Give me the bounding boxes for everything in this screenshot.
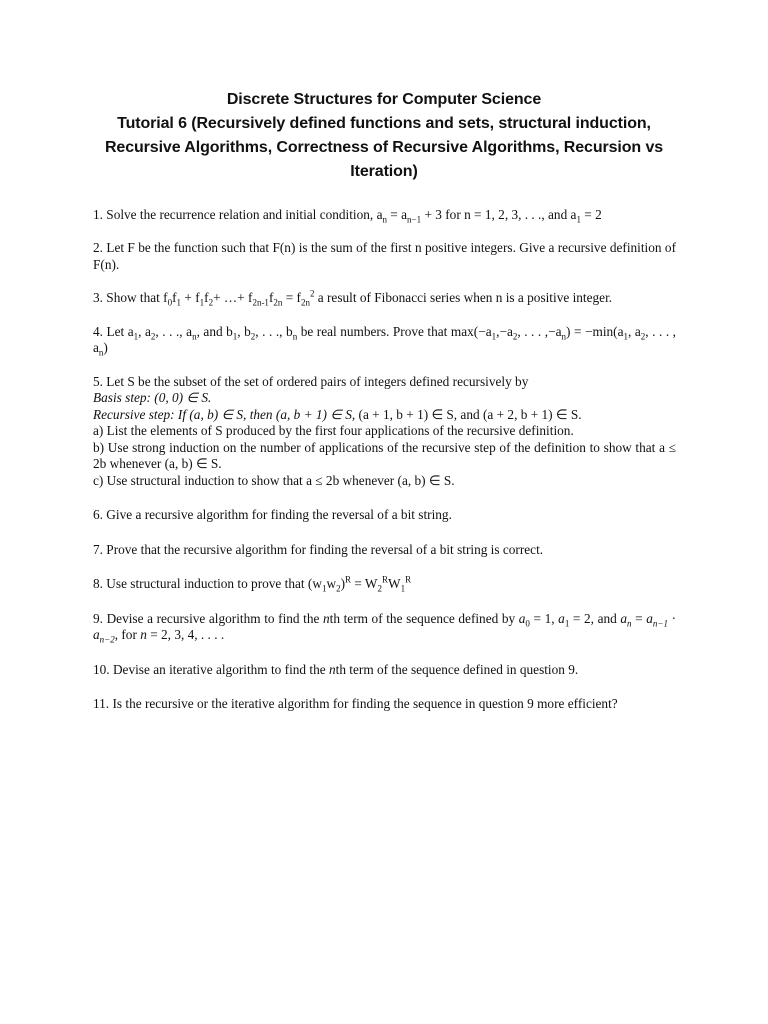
question-10: 10. Devise an iterative algorithm to find the nth term of the sequence defined in question 9.: [93, 661, 579, 677]
title-line-3: Recursive Algorithms, Correctness of Recursive Algorithms, Recursion vs: [104, 139, 664, 156]
question-4: 4. Let $a_1$, $a_2$, . . ., $a_n$, and $b_1$, $b_2$, . . ., $b_n$ be real numbers. Prove that $\max(-a_1,-a_2$, . . . $,-a_n) = -\min(a_1$, $a_2$, . . . , $a_n$): [93, 323, 676, 358]
question-5-part-b: b) Use strong induction on the number of applications of the recursive step of the definition to show that a ≤ 2b whenever (a, b) ∈ S.: [93, 439, 676, 471]
question-5-part-a: a) List the elements of S produced by the first four applications of the recursive definition.: [93, 423, 574, 438]
question-5-intro: 5. Let S be the subset of the set of ordered pairs of integers defined recursively by: [93, 373, 529, 389]
question-11: 11. Is the recursive or the iterative algorithm for finding the sequence in question 9 more efficient?: [93, 696, 618, 711]
question-5-part-c: c) Use structural induction to show that a ≤ 2b whenever (a, b) ∈ S.: [93, 472, 455, 488]
question-6: 6. Give a recursive algorithm for finding the reversal of a bit string.: [93, 507, 452, 522]
question-5-basis-step: Basis step: (0, 0) ∈ S.: [93, 390, 212, 405]
question-3: 3. Show that $f_0f_1 + f_1f_2+$ …+ $f_{2n-1}f_{2n} = f_{2n}^2$ a result of Fibonacci series when n is a positive integer.: [93, 288, 613, 308]
title-line-1: Discrete Structures for Computer Science: [226, 91, 542, 108]
document-title: [80, 88, 688, 184]
question-8: 8. Use structural induction to prove that $(w_1w_2)^R = W_2^RW_1^R$: [93, 574, 412, 594]
question-7: 7. Prove that the recursive algorithm for finding the reversal of a bit string is correct.: [93, 541, 544, 557]
question-list: [93, 207, 676, 713]
title-line-2: Tutorial 6 (Recursively defined functions and sets, structural induction,: [117, 115, 651, 132]
question-1: 1. Solve the recurrence relation and initial condition, $a_n = a_{n-1} + 3$ for n = 1, 2, 3, . . ., and $a_1 = 2$: [93, 207, 602, 225]
title-line-4: Iteration): [350, 163, 418, 180]
question-9: 9. Devise a recursive algorithm to find the nth term of the sequence defined by $a_0 = 1$, $a_1 = 2$, and $a_n = a_{n-1} \cdot a_{n-2}$, for n = 2, 3, 4, . . . .: [93, 610, 677, 645]
question-5: [93, 374, 676, 490]
question-2: 2. Let F be the function such that F(n) is the sum of the first n positive integers. Give a recursive definition of F(n).: [93, 240, 676, 272]
question-5-recursive-step: Recursive step: If (a, b) ∈ S, then (a, b + 1) ∈ S, (a + 1, b + 1) ∈ S, and (a + 2, b + 1) ∈ S.: [93, 406, 582, 422]
